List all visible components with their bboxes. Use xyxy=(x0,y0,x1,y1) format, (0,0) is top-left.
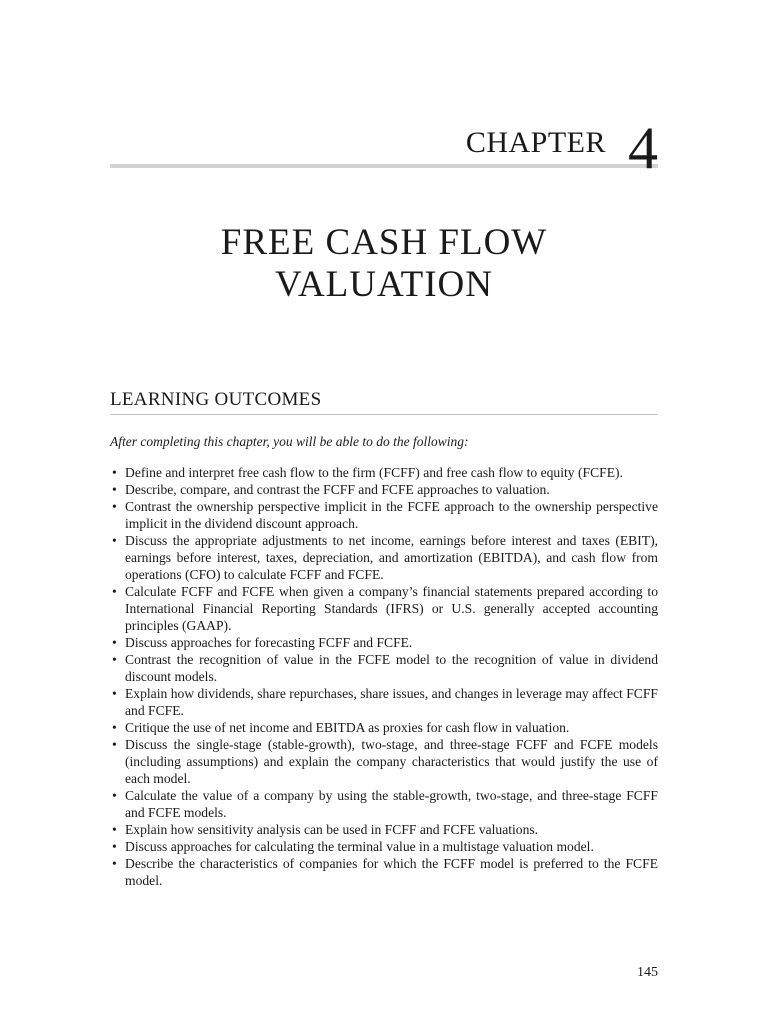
list-item-text: Explain how sensitivity analysis can be used in FCFF and FCFE valuations. xyxy=(125,822,539,837)
learning-outcomes-intro: After completing this chapter, you will be able to do the following: xyxy=(110,434,469,449)
list-item xyxy=(110,651,658,685)
bullet-icon: • xyxy=(112,499,117,514)
list-item-text: Discuss the appropriate adjustments to net income, earnings before interest and taxes (EBIT), earnings before interest, taxes, depreciation, and amortization (EBITDA), and cash flow from operations (CFO) to calculate FCFF and FCFE. xyxy=(125,533,658,582)
chapter-title-line-1: FREE CASH FLOW xyxy=(220,222,548,263)
bullet-icon: • xyxy=(112,788,117,803)
bullet-icon: • xyxy=(112,839,117,854)
chapter-number: 4 xyxy=(628,115,658,181)
chapter-title xyxy=(110,222,658,306)
bullet-icon: • xyxy=(112,856,117,871)
bullet-icon: • xyxy=(112,584,117,599)
bullet-icon: • xyxy=(112,822,117,837)
chapter-title-line-2: VALUATION xyxy=(275,264,493,305)
list-item xyxy=(110,821,658,838)
learning-outcomes-heading: LEARNING OUTCOMES xyxy=(110,389,322,410)
bullet-icon: • xyxy=(112,482,117,497)
list-item xyxy=(110,838,658,855)
list-item xyxy=(110,481,658,498)
list-item-text: Discuss the single-stage (stable-growth), two-stage, and three-stage FCFF and FCFE models (including assumptions) and explain the company characteristics that would justify the use of each model. xyxy=(125,737,658,786)
section-rule xyxy=(110,414,658,415)
list-item-text: Describe the characteristics of companies for which the FCFF model is preferred to the FCFE model. xyxy=(125,856,658,888)
list-item xyxy=(110,685,658,719)
list-item-text: Calculate FCFF and FCFE when given a company’s financial statements prepared according to International Financial Reporting Standards (IFRS) or U.S. generally accepted accounting principles (GAAP). xyxy=(125,584,658,633)
page-number: 145 xyxy=(637,965,658,980)
list-item-text: Contrast the ownership perspective implicit in the FCFE approach to the ownership perspective implicit in the dividend discount approach. xyxy=(125,499,658,531)
chapter-rule xyxy=(110,164,658,168)
list-item-text: Critique the use of net income and EBITDA as proxies for cash flow in valuation. xyxy=(125,720,570,735)
bullet-icon: • xyxy=(112,686,117,701)
list-item-text: Discuss approaches for calculating the terminal value in a multistage valuation model. xyxy=(125,839,594,854)
list-item-text: Discuss approaches for forecasting FCFF and FCFE. xyxy=(125,635,413,650)
bullet-icon: • xyxy=(112,737,117,752)
list-item xyxy=(110,464,658,481)
list-item xyxy=(110,634,658,651)
list-item xyxy=(110,583,658,634)
list-item xyxy=(110,719,658,736)
list-item xyxy=(110,855,658,889)
bullet-icon: • xyxy=(112,635,117,650)
bullet-icon: • xyxy=(112,533,117,548)
list-item xyxy=(110,736,658,787)
list-item-text: Define and interpret free cash flow to the firm (FCFF) and free cash flow to equity (FCFE). xyxy=(125,465,623,480)
list-item xyxy=(110,498,658,532)
bullet-icon: • xyxy=(112,465,117,480)
chapter-label: CHAPTER xyxy=(465,126,606,159)
chapter-header xyxy=(110,115,658,182)
learning-outcomes-list xyxy=(110,464,658,889)
list-item-text: Explain how dividends, share repurchases, share issues, and changes in leverage may affect FCFF and FCFE. xyxy=(125,686,658,718)
bullet-icon: • xyxy=(112,652,117,667)
bullet-icon: • xyxy=(112,720,117,735)
list-item xyxy=(110,532,658,583)
list-item-text: Contrast the recognition of value in the FCFE model to the recognition of value in dividend discount models. xyxy=(125,652,658,684)
list-item xyxy=(110,787,658,821)
list-item-text: Calculate the value of a company by using the stable-growth, two-stage, and three-stage FCFF and FCFE models. xyxy=(125,788,658,820)
list-item-text: Describe, compare, and contrast the FCFF and FCFE approaches to valuation. xyxy=(125,482,550,497)
